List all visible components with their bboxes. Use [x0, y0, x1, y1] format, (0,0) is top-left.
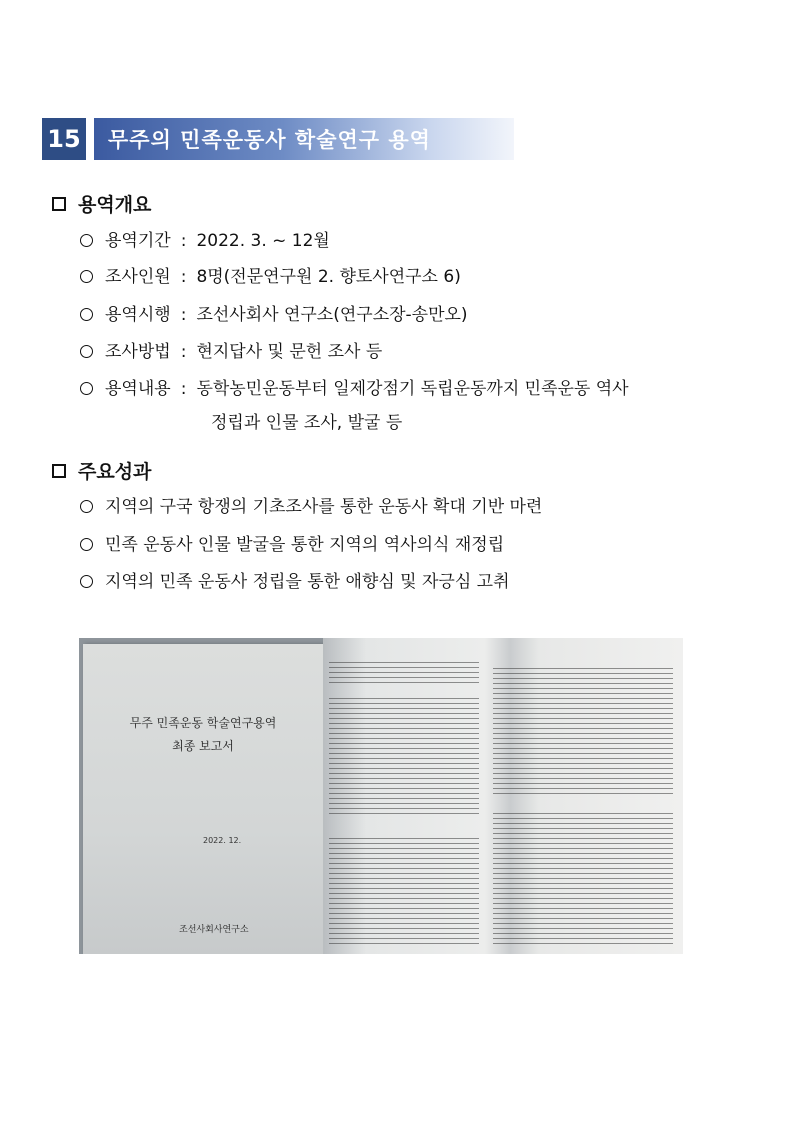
overview-item-content-continuation: 정립과 인물 조사, 발굴 등: [211, 413, 403, 433]
section-title: 무주의 민족운동사 학술연구 용역: [94, 118, 514, 160]
results-heading-text: 주요성과: [78, 461, 152, 483]
overview-heading: [52, 190, 151, 217]
overview-item-staff: 조사인원 : 8명(전문연구원 2. 향토사연구소 6): [80, 265, 461, 289]
result-text: 민족 운동사 인물 발굴을 통한 지역의 역사의식 재정립: [105, 535, 505, 555]
page-text-block: [493, 668, 673, 798]
overview-item-content: 용역내용 : 동학농민운동부터 일제강점기 독립운동까지 민족운동 역사: [80, 377, 629, 401]
item-value: 8명(전문연구원 2. 향토사연구소 6): [196, 267, 461, 287]
cover-title-line2: 최종 보고서: [172, 739, 234, 753]
overview-item-period: 용역기간 : 2022. 3. ~ 12월: [80, 229, 330, 253]
result-item: [80, 570, 510, 594]
section-title-bar: [42, 118, 514, 160]
item-label: 조사방법: [105, 342, 171, 362]
cover-title-line1: 무주 민족운동 학술연구용역: [129, 716, 277, 730]
circle-bullet-icon: [80, 308, 93, 321]
circle-bullet-icon: [80, 270, 93, 283]
cover-date: 2022. 12.: [203, 836, 242, 845]
item-value: 현지답사 및 문헌 조사 등: [196, 342, 383, 362]
circle-bullet-icon: [80, 538, 93, 551]
open-report-pages: [323, 638, 683, 954]
item-label: 용역시행: [105, 305, 171, 325]
result-item: [80, 533, 504, 557]
item-label: 조사인원: [105, 267, 171, 287]
item-label: 용역내용: [105, 379, 171, 399]
report-cover: [83, 644, 323, 954]
result-text: 지역의 민족 운동사 정립을 통한 애향심 및 자긍심 고취: [105, 572, 510, 592]
page-text-block: [329, 662, 479, 684]
square-bullet-icon: [52, 464, 66, 478]
circle-bullet-icon: [80, 575, 93, 588]
results-heading: [52, 457, 151, 484]
report-photo: [79, 638, 683, 954]
circle-bullet-icon: [80, 345, 93, 358]
page-text-block: [329, 698, 479, 818]
result-item: [80, 495, 542, 519]
result-text: 지역의 구국 항쟁의 기초조사를 통한 운동사 확대 기반 마련: [105, 497, 543, 517]
overview-item-method: 조사방법 : 현지답사 및 문헌 조사 등: [80, 340, 382, 364]
circle-bullet-icon: [80, 382, 93, 395]
circle-bullet-icon: [80, 234, 93, 247]
item-value: 조선사회사 연구소(연구소장-송만오): [196, 305, 468, 325]
circle-bullet-icon: [80, 500, 93, 513]
page-text-block: [493, 813, 673, 948]
item-label: 용역기간: [105, 231, 171, 251]
overview-heading-text: 용역개요: [78, 194, 152, 216]
page-text-block: [329, 838, 479, 948]
overview-item-executor: 용역시행 : 조선사회사 연구소(연구소장-송만오): [80, 303, 468, 327]
section-number: 15: [42, 118, 86, 160]
item-value: 2022. 3. ~ 12월: [196, 231, 330, 251]
item-value: 동학농민운동부터 일제강점기 독립운동까지 민족운동 역사: [196, 379, 629, 399]
square-bullet-icon: [52, 197, 66, 211]
cover-publisher: 조선사회사연구소: [179, 925, 249, 935]
